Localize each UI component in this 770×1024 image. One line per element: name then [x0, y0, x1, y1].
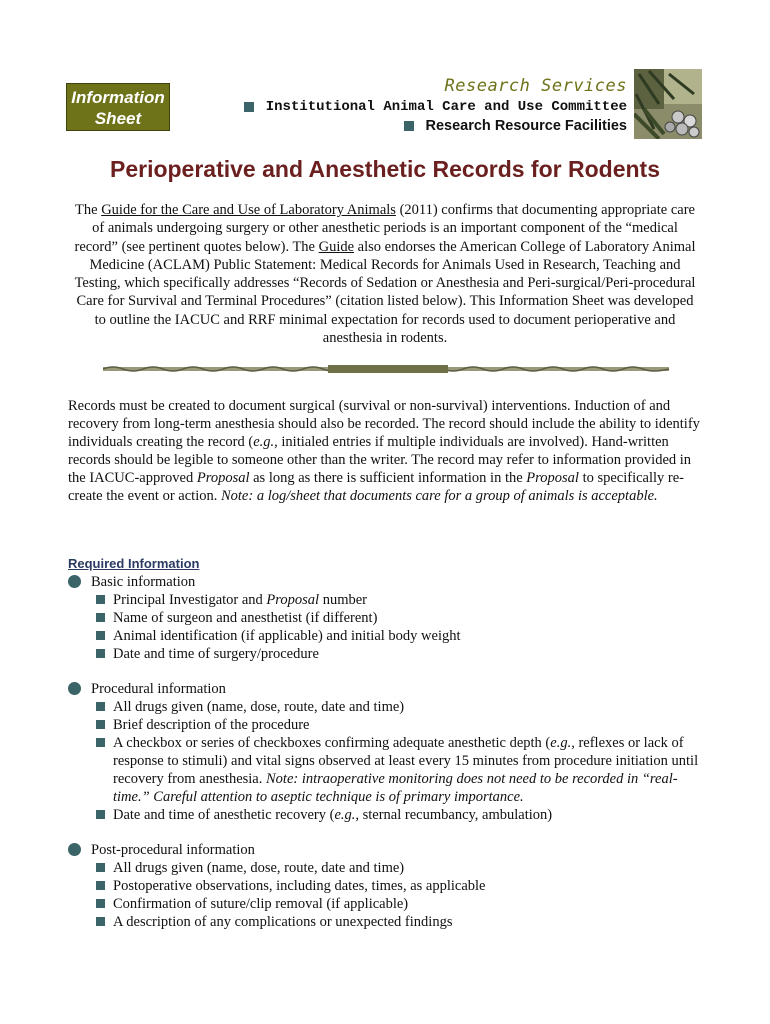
body-proposal-1: Proposal — [196, 470, 250, 486]
list-item — [96, 645, 708, 663]
item-text: All drugs given (name, dose, route, date and time) — [113, 860, 405, 876]
list-item — [96, 716, 708, 734]
square-bullet-icon — [96, 613, 105, 622]
information-sheet-badge — [66, 83, 170, 131]
square-bullet-icon — [96, 595, 105, 604]
square-bullet-icon — [96, 631, 105, 640]
item-text: number — [319, 592, 367, 608]
circle-bullet-icon — [68, 575, 81, 588]
item-text: All drugs given (name, dose, route, date and time) — [113, 699, 405, 715]
item-text: Animal identification (if applicable) and initial body weight — [113, 628, 461, 644]
list-item — [96, 609, 708, 627]
item-text: Confirmation of suture/clip removal (if applicable) — [113, 896, 409, 912]
header-org-block — [244, 76, 627, 134]
guide-title-link: Guide for the Care and Use of Laboratory Animals — [101, 202, 396, 218]
body-proposal-2: Proposal — [526, 470, 579, 486]
facility-line — [244, 118, 627, 134]
body-text-1: Records must be created to document surgical (survival or non-survival) interventions. Induction of and recovery from long-term anesthesia should also be recorded. The record should include the ability to identify individuals creating the record ( — [68, 398, 700, 450]
circle-bullet-icon — [68, 682, 81, 695]
square-bullet-icon — [96, 702, 105, 711]
org-name: Research Services — [444, 76, 627, 96]
procedural-information-section — [68, 680, 708, 824]
section-title: Post-procedural information — [91, 842, 255, 858]
basic-information-section — [68, 573, 708, 663]
committee-line — [244, 99, 627, 115]
item-text: A description of any complications or unexpected findings — [113, 914, 453, 930]
body-text-3: as long as there is sufficient information in the — [249, 470, 527, 486]
decorative-divider — [103, 365, 669, 373]
square-bullet-icon — [96, 738, 105, 747]
intro-paragraph — [70, 201, 700, 347]
body-text-4: to specifically re-create the event or action. — [68, 470, 685, 504]
committee-name: Institutional Animal Care and Use Committee — [265, 99, 627, 115]
list-item — [96, 859, 708, 877]
research-logo-image — [634, 69, 702, 139]
body-note: Note: a log/sheet that documents care for a group of animals is acceptable. — [220, 488, 658, 504]
facility-name: Research Resource Facilities — [425, 118, 627, 134]
list-item — [96, 698, 708, 716]
item-text: Brief description of the procedure — [113, 717, 310, 733]
circle-bullet-icon — [68, 843, 81, 856]
section-heading — [68, 841, 708, 859]
section-heading — [68, 573, 708, 591]
required-information-heading: Required Information — [68, 556, 200, 571]
square-bullet-icon — [96, 649, 105, 658]
body-text-2: initialed entries if multiple individuals are involved). Hand-written records should be legible to someone other than the writer. The record may refer to information provided in the IACUC-approved — [68, 434, 692, 486]
square-bullet-icon — [96, 863, 105, 872]
square-bullet-icon — [96, 810, 105, 819]
list-item — [96, 627, 708, 645]
badge-line-2: Sheet — [94, 109, 142, 128]
section-heading — [68, 680, 708, 698]
item-italic: e.g., — [550, 735, 575, 751]
badge-line-1: Information — [71, 88, 165, 107]
item-text: sternal recumbancy, ambulation) — [359, 807, 553, 823]
body-eg: e.g., — [253, 434, 278, 450]
guide-short-link: Guide — [318, 238, 355, 255]
item-italic: e.g., — [334, 807, 359, 823]
intro-text-2: (2011) confirms that documenting appropriate care of animals undergoing surgery or other anesthetic periods is an important component of the “medical record” (see pertinent quotes below). The — [74, 202, 695, 255]
list-item — [96, 591, 708, 609]
square-bullet-icon — [404, 121, 414, 131]
item-italic: Proposal — [266, 592, 320, 608]
item-text: Name of surgeon and anesthetist (if different) — [113, 610, 378, 626]
item-note: Note: intraoperative monitoring does not need to be recorded in “real-time.” Careful attention to aseptic technique is of primary importance. — [113, 771, 678, 805]
post-procedural-information-section — [68, 841, 708, 931]
section-title: Procedural information — [91, 681, 226, 697]
item-text: reflexes or lack of response to stimuli) and vital signs observed at least every 15 minutes from procedure initiation until recovery from anesthesia. — [113, 735, 699, 787]
intro-text-3: also endorses the American College of Laboratory Animal Medicine (ACLAM) Public Statement: Medical Records for Animals Used in Research, Teaching and Testing, which specifically addresses “Records of Sedation or Anesthesia and Peri-surgical/Peri-procedural Care for Survival and Terminal Procedures” (citation listed below). This Information Sheet was developed to outline the IACUC and RRF minimal expectation for records used to document perioperative and anesthesia in rodents. — [74, 238, 696, 347]
section-title: Basic information — [91, 574, 196, 590]
item-text: Date and time of surgery/procedure — [113, 646, 319, 662]
square-bullet-icon — [244, 102, 254, 112]
intro-text-1: The — [75, 202, 102, 218]
square-bullet-icon — [96, 917, 105, 926]
item-text: Postoperative observations, including dates, times, as applicable — [113, 878, 486, 894]
records-paragraph — [68, 397, 700, 505]
item-text: A checkbox or series of checkboxes confirming adequate anesthetic depth ( — [113, 735, 551, 751]
list-item — [96, 895, 708, 913]
list-item — [96, 913, 708, 931]
list-item — [96, 806, 708, 824]
page-title: Perioperative and Anesthetic Records for Rodents — [109, 156, 660, 182]
list-item — [96, 877, 708, 895]
square-bullet-icon — [96, 881, 105, 890]
item-text: Principal Investigator and — [113, 592, 267, 608]
list-item — [96, 734, 708, 806]
item-text: Date and time of anesthetic recovery ( — [113, 807, 335, 823]
square-bullet-icon — [96, 720, 105, 729]
square-bullet-icon — [96, 899, 105, 908]
